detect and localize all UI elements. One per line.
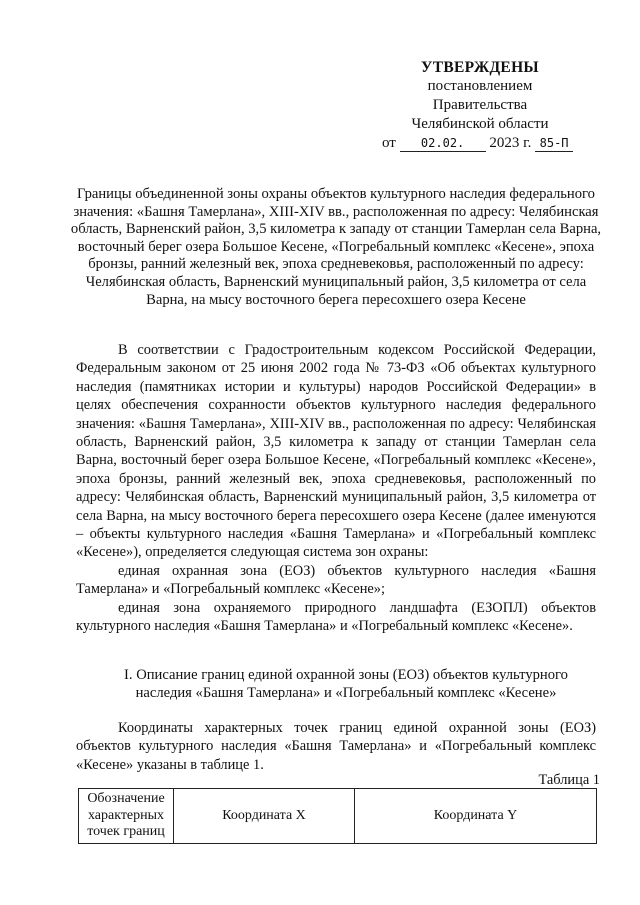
document-title: Границы объединенной зоны охраны объектов культурного наследия федерального значения: «Башня Тамерлана», XIII-XIV вв., расположенная по адресу: Челябинская область, Варненский район, 3,5 километра к западу от станции Тамерлан села Варна, восточный берег озера Большое Кесене, «Погребальный комплекс «Кесене», эпоха бронзы, ранний железный век, эпоха средневековья, расположенный по адресу: Челябинская область, Варненский муниципальный район, 3,5 километра от села Варна, на мысу восточного берега пересохшего озера Кесене: [70, 186, 602, 308]
approval-line-2: Челябинской области: [411, 116, 549, 132]
header-coordinate-y: Координата Y: [355, 789, 597, 844]
header-point-designation: Обозначение характерных точек границ: [79, 789, 174, 844]
date-prefix: от: [382, 135, 396, 151]
approval-stamp: [380, 58, 580, 153]
preamble: [76, 341, 596, 636]
approval-heading: УТВЕРЖДЕНЫ: [421, 59, 539, 76]
paragraph-zone-ezopl: единая зона охраняемого природного ландшафта (ЕЗОПЛ) объектов культурного наследия «Башня Тамерлана» и «Погребальный комплекс «Кесене».: [76, 599, 596, 635]
approval-year: 2023 г.: [489, 135, 532, 151]
approval-line-1: постановлением Правительства: [427, 78, 533, 113]
approval-date: 02.02.: [400, 136, 486, 152]
coords-paragraph-block: [76, 719, 596, 774]
paragraph-zone-eoz: единая охранная зона (ЕОЗ) объектов культурного наследия «Башня Тамерлана» и «Погребальный комплекс «Кесене»;: [76, 562, 596, 598]
table-caption: Таблица 1: [538, 772, 600, 788]
header-coordinate-x: Координата X: [174, 789, 355, 844]
section-title-line-2: наследия «Башня Тамерлана» и «Погребальный комплекс «Кесене»: [135, 685, 557, 701]
section-title: [86, 666, 606, 702]
table-header-row: [79, 789, 597, 844]
paragraph-intro: В соответствии с Градостроительным кодексом Российской Федерации, Федеральным законом от 25 июня 2002 года № 73-ФЗ «Об объектах культурного наследия (памятниках истории и культуры) народов Российской Федерации» в целях обеспечения сохранности объектов культурного наследия федерального значения: «Башня Тамерлана», XIII-XIV вв., расположенная по адресу: Челябинская область, Варненский район, 3,5 километра к западу от станции Тамерлан села Варна, восточный берег озера Большое Кесене, «Погребальный комплекс «Кесене», эпоха бронзы, ранний железный век, эпоха средневековья, расположенный по адресу: Челябинская область, Варненский муниципальный район, 3,5 километра от села Варна, на мысу восточного берега пересохшего озера Кесене (далее именуются – объекты культурного наследия «Башня Тамерлана» и «Погребальный комплекс «Кесене»), определяется следующая система зон охраны:: [76, 342, 596, 561]
coordinates-table: [78, 788, 597, 844]
approval-number: 85-П: [535, 136, 573, 152]
approval-date-line: [380, 134, 580, 153]
coords-paragraph: Координаты характерных точек границ единой охранной зоны (ЕОЗ) объектов культурного наследия «Башня Тамерлана» и «Погребальный комплекс «Кесене» указаны в таблице 1.: [76, 720, 596, 773]
section-title-line-1: I. Описание границ единой охранной зоны (ЕОЗ) объектов культурного: [124, 667, 568, 683]
